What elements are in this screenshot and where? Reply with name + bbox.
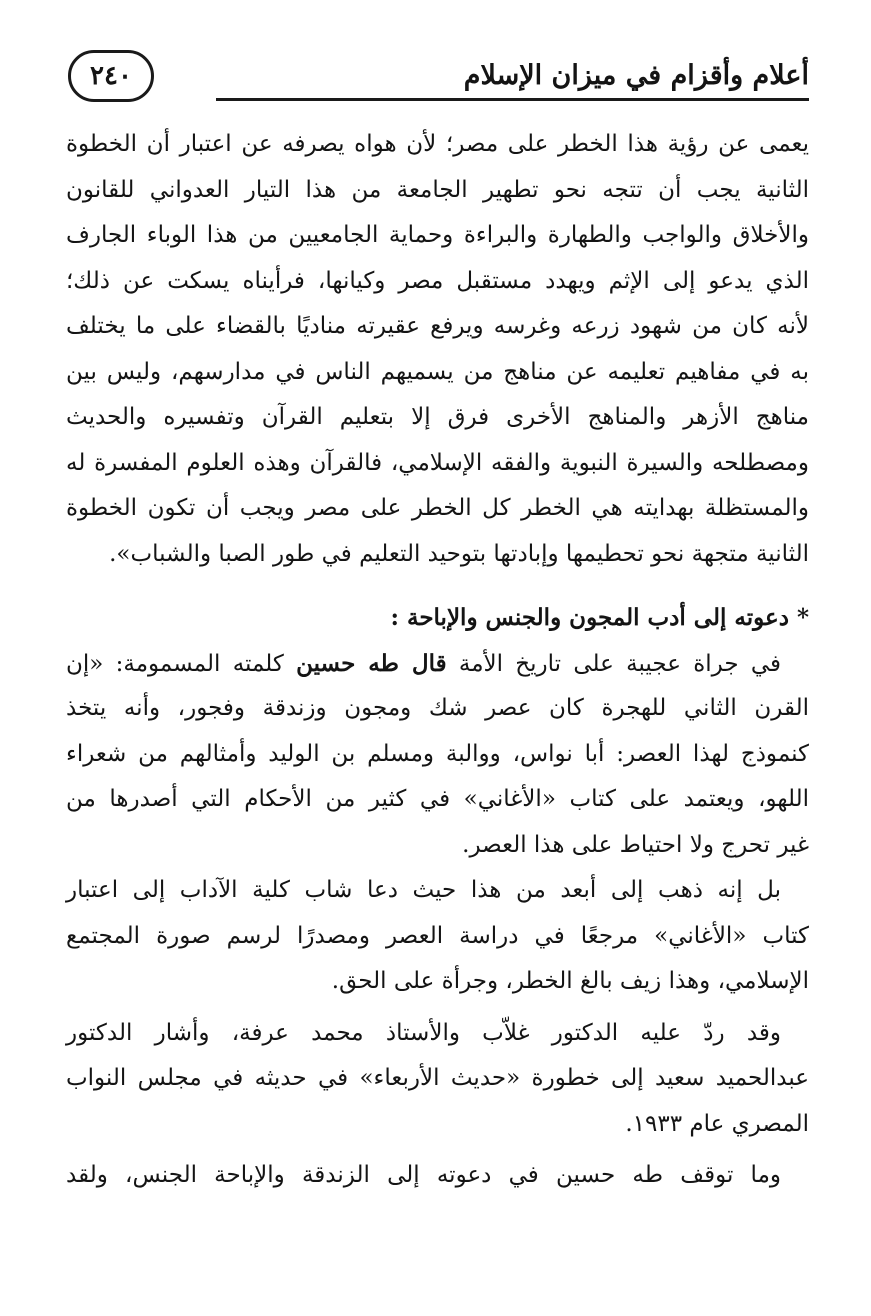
text-line: الثانية متجهة نحو تحطيمها وإبادتها بتوحيد التعليم في طور الصبا والشباب». [109, 540, 809, 567]
paragraph-1 [66, 122, 809, 577]
text-line: بل إنه ذهب إلى أبعد من هذا حيث دعا شاب كلية الآداب إلى اعتبار [66, 877, 781, 903]
text-line: المصري عام ١٩٣٣. [625, 1110, 809, 1137]
lead-rest-text: كلمته المسمومة: «إن [66, 650, 297, 677]
paragraph-2 [66, 641, 809, 869]
book-title: أعلام وأقزام في ميزان الإسلام [463, 60, 809, 91]
text-line: كتاب «الأغاني» مرجعًا في دراسة العصر ومصدرًا لرسم صورة المجتمع [66, 922, 809, 949]
text-line: كنموذج لهذا العصر: أبا نواس، ووالبة ومسلم بن الوليد وأمثالهم من شعراء [66, 740, 810, 767]
text-line: به في مفاهيم تعليمه عن مناهج من يسميهم الناس في مدارسهم، وليس بين [66, 358, 809, 385]
text-line: ومصطلحه والسيرة النبوية والفقه الإسلامي، فالقرآن وهذه العلوم المفسرة له [66, 449, 809, 476]
text-line: اللهو، ويعتمد على كتاب «الأغاني» في كثير من الأحكام التي أصدرها من [66, 786, 809, 812]
text-line: غير تحرج ولا احتياط على هذا العصر. [462, 831, 809, 858]
paragraph-5 [66, 1153, 809, 1199]
page-number: ٢٤٠ [90, 61, 132, 91]
text-line: الإسلامي، وهذا زيف بالغ الخطر، وجرأة على الحق. [331, 968, 809, 994]
body-text [66, 122, 809, 1199]
lead-bold-text: قال طه حسين [296, 649, 447, 677]
text-line: وقد ردّ عليه الدكتور غلاّب والأستاذ محمد عرفة، وأشار الدكتور [66, 1019, 781, 1046]
running-header [68, 48, 809, 108]
text-line: والأخلاق والواجب والطهارة والبراءة وحماية الجامعيين من هذا الوباء الجارف [66, 222, 809, 248]
text-line: والمستظلة بهدايته هي الخطر كل الخطر على مصر ويجب أن تكون الخطوة [66, 495, 809, 521]
text-line [66, 641, 809, 687]
lead-text: في جراة عجيبة على تاريخ الأمة [446, 650, 781, 677]
text-line: مناهج الأزهر والمناهج الأخرى فرق إلا بتعليم القرآن وتفسيره والحديث [66, 404, 809, 430]
text-line: القرن الثاني للهجرة كان عصر شك ومجون وزندقة وفجور، وأنه يتخذ [66, 695, 809, 721]
paragraph-4 [66, 1011, 809, 1148]
text-line: يعمى عن رؤية هذا الخطر على مصر؛ لأن هواه يصرفه عن اعتبار أن الخطوة [66, 131, 809, 157]
page-number-badge [68, 50, 154, 102]
paragraph-3 [66, 868, 809, 1005]
section-heading: * دعوته إلى أدب المجون والجنس والإباحة : [390, 604, 809, 631]
text-line: وما توقف طه حسين في دعوته إلى الزندقة والإباحة الجنس، ولقد [66, 1162, 781, 1188]
text-line: عبدالحميد سعيد إلى خطورة «حديث الأربعاء» في حديثه في مجلس النواب [66, 1065, 809, 1091]
text-line: الثانية يجب أن تتجه نحو تطهير الجامعة من هذا التيار العدواني للقانون [66, 176, 809, 203]
text-line: لأنه كان من شهود زرعه وغرسه ويرفع عقيرته مناديًا بالقضاء على ما يختلف [66, 313, 809, 339]
text-line: الذي يدعو إلى الإثم ويهدد مستقبل مصر وكيانها، فرأيناه يسكت عن ذلك؛ [66, 267, 809, 294]
header-rule [216, 98, 809, 101]
